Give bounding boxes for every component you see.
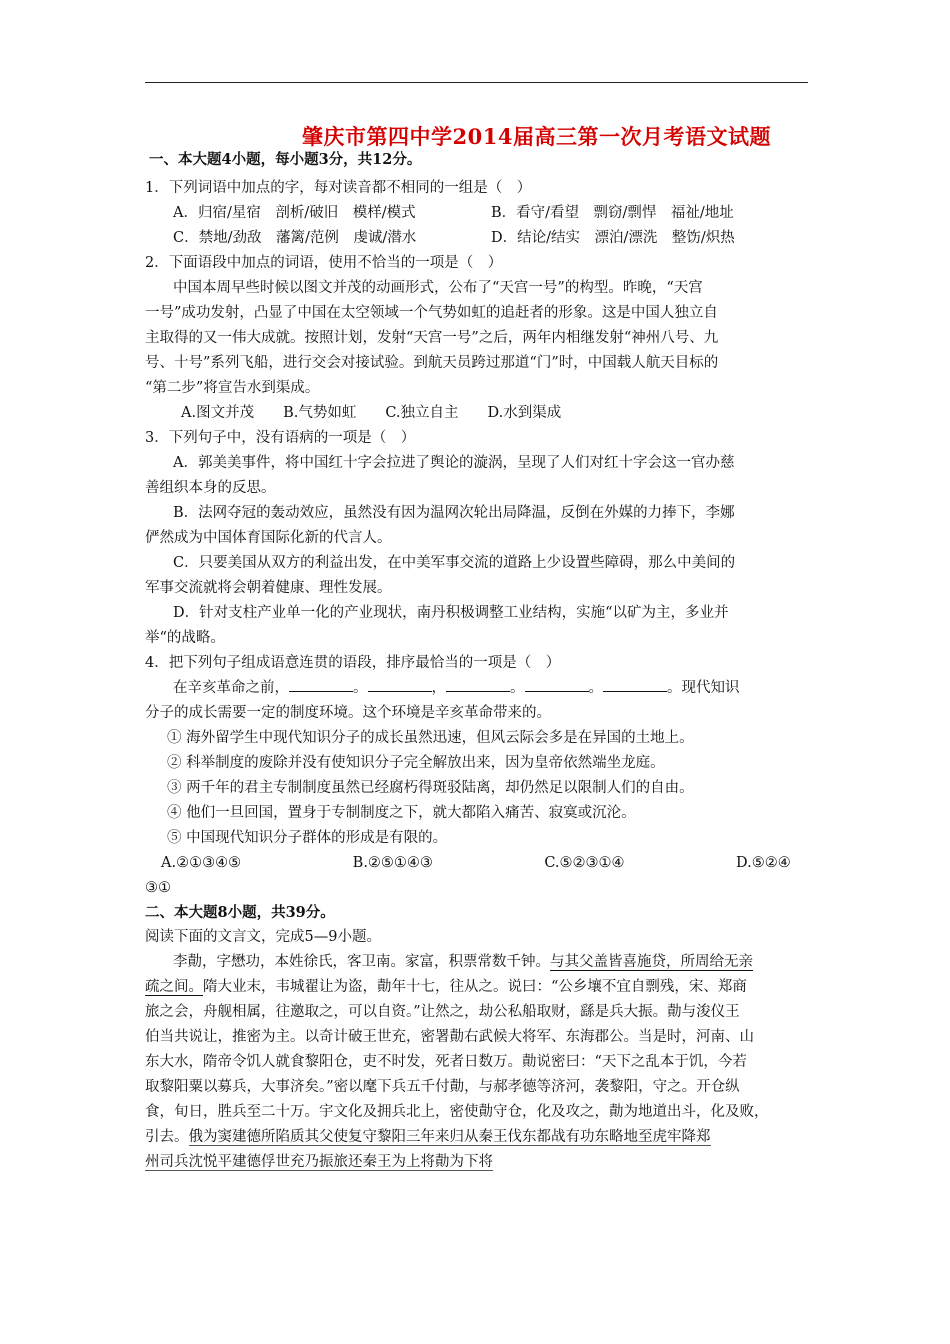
q4-option-d: D.⑤②④: [736, 855, 791, 871]
underlined-sentence: 与其父盖皆喜施贷，所周给无亲: [550, 954, 753, 970]
q3-option-d-line1: D．针对支柱产业单一化的产业现状，南丹积极调整工业结构，实施“以矿为主，多业并: [173, 605, 729, 621]
q4-sentence-1: ① 海外留学生中现代知识分子的成长虽然迅速，但风云际会多是在异国的土地上。: [167, 730, 694, 746]
q2-passage-line: “第二步”将宣告水到渠成。: [145, 380, 320, 396]
classical-text-line: 东大水，隋帝令饥人就食黎阳仓，吏不时发，死者日数万。勣说密曰：“天下之乱本于饥，今若: [145, 1054, 747, 1070]
q1-option-b: B．看守/看望 剽窃/剽悍 福祉/地址: [491, 205, 734, 221]
q2-options: A.图文并茂 B.气势如虹 C.独立自主 D.水到渠成: [181, 405, 562, 421]
classical-text-span: 隋大业末，韦城翟让为盗，勣年十七，往从之。说曰：“公乡壤不宜自剽残，宋、郑商: [203, 979, 747, 995]
unpunctuated-passage: 州司兵沈悦平建德俘世充乃振旅还秦王为上将勣为下将: [145, 1154, 493, 1170]
unpunctuated-passage: 俄为窦建德所陷质其父使复守黎阳三年来归从秦王伐东都战有功东略地至虎牢降郑: [188, 1129, 711, 1145]
q1-stem: 1．下列词语中加点的字，每对读音都不相同的一组是（ ）: [145, 180, 532, 196]
q4-lead-text: 在辛亥革命之前，: [173, 680, 289, 696]
q4-sentence-5: ⑤ 中国现代知识分子群体的形成是有限的。: [167, 830, 448, 846]
q4-sentence-3: ③ 两千年的君主专制制度虽然已经腐朽得斑驳陆离，却仍然足以限制人们的自由。: [167, 780, 694, 796]
exam-page: [145, 124, 808, 1175]
q4-tail-text: 现代知识: [681, 680, 740, 696]
q3-option-b-line1: B．法网夺冠的轰动效应，虽然没有因为温网次轮出局降温，反倒在外媒的力捧下，李娜: [173, 505, 735, 521]
q3-option-c-line1: C．只要美国从双方的利益出发，在中美军事交流的道路上少设置些障碍，那么中美间的: [173, 555, 736, 571]
q2-passage-line: 主取得的又一伟大成就。按照计划，发射“天宫一号”之后，两年内相继发射“神州八号、九: [145, 330, 719, 346]
q2-passage-line: 中国本周早些时候以图文并茂的动画形式，公布了“天宫一号”的构型。昨晚，“天宫: [173, 280, 703, 296]
q3-stem: 3．下列句子中，没有语病的一项是（ ）: [145, 430, 416, 446]
q3-option-a-line1: A．郭美美事件，将中国红十字会拉进了舆论的漩涡，呈现了人们对红十字会这一官办慈: [173, 455, 735, 471]
q1-options-cd: [145, 226, 808, 251]
q4-options: [145, 851, 808, 876]
q4-option-b: B.②⑤①④③: [352, 855, 433, 871]
answer-blank[interactable]: [368, 677, 432, 692]
classical-text-line: 伯当共说让，推密为主。以奇计破王世充，密署勣右武候大将军、东海郡公。当是时，河南、山: [145, 1029, 754, 1045]
classical-text-span: 引去。: [145, 1129, 189, 1145]
q1-option-a: A．归宿/星宿 剖析/破旧 模样/模式: [173, 205, 416, 221]
answer-blank[interactable]: [603, 677, 667, 692]
underlined-sentence: 疏之间。: [145, 979, 203, 995]
q3-option-d-line2: 举“的战略。: [145, 630, 225, 646]
q4-option-c: C.⑤②③①④: [544, 855, 625, 871]
classical-text-line: [145, 1125, 808, 1150]
q2-stem: 2．下面语段中加点的词语，使用不恰当的一项是（ ）: [145, 255, 503, 271]
header-rule: [145, 82, 808, 83]
classical-text-span: 李勣，字懋功，本姓徐氏，客卫南。家富，积票常数千钟。: [173, 954, 550, 970]
classical-text-line: 旅之会，舟舰相属，往邀取之，可以自资。”让然之，劫公私船取财，繇是兵大振。勣与浚仪王: [145, 1004, 740, 1020]
q4-stem: 4．把下列句子组成语意连贯的语段，排序最恰当的一项是（ ）: [145, 655, 561, 671]
q4-option-a: A.②①③④⑤: [161, 855, 242, 871]
answer-blank[interactable]: [525, 677, 589, 692]
q3-option-c-line2: 军事交流就将会朝着健康、理性发展。: [145, 580, 392, 596]
reading-intro: 阅读下面的文言文，完成5—9小题。: [145, 929, 381, 945]
q1-option-c: C．禁地/劲敌 藩篱/范例 虔诚/潜水: [173, 230, 417, 246]
q1-options-ab: [145, 201, 808, 226]
classical-text-line: [145, 950, 808, 975]
q4-continuation: 分子的成长需要一定的制度环境。这个环境是辛亥革命带来的。: [145, 705, 551, 721]
q1-option-d: D．结论/结实 漂泊/漂洗 整饬/炽热: [491, 230, 735, 246]
answer-blank[interactable]: [289, 677, 353, 692]
q2-passage-line: 一号”成功发射，凸显了中国在太空领域一个气势如虹的追赶者的形象。这是中国人独立自: [145, 305, 718, 321]
classical-text-line: [145, 975, 808, 1000]
classical-text-line: 食，旬日，胜兵至二十万。宇文化及拥兵北上，密使勣守仓，化及攻之，勣为地道出斗，化及败，: [145, 1104, 769, 1120]
answer-blank[interactable]: [446, 677, 510, 692]
q3-option-a-line2: 善组织本身的反思。: [145, 480, 276, 496]
classical-text-line: 取黎阳粟以募兵，大事济矣。”密以麾下兵五千付勣，与郝孝德等济河，袭黎阳，守之。开仓纵: [145, 1079, 740, 1095]
q2-passage-line: 号、十号”系列飞船，进行交会对接试验。到航天员跨过那道“门”时，中国载人航天目标的: [145, 355, 719, 371]
section-2-heading: 二、本大题8小题，共39分。: [145, 904, 335, 921]
q4-fill-line: 在辛亥革命之前， 。 ， 。 。 。现代知识: [145, 676, 808, 701]
exam-title: 肇庆市第四中学2014届高三第一次月考语文试题: [302, 124, 771, 149]
q3-option-b-line2: 俨然成为中国体育国际化新的代言人。: [145, 530, 392, 546]
classical-text-line: [145, 1150, 808, 1175]
section-1-heading: 一、本大题4小题，每小题3分，共12分。: [149, 151, 422, 168]
q4-option-d-continuation: ③①: [145, 880, 171, 896]
q4-sentence-2: ② 科举制度的废除并没有使知识分子完全解放出来，因为皇帝依然端坐龙庭。: [167, 755, 665, 771]
q4-sentence-4: ④ 他们一旦回国，置身于专制制度之下，就大都陷入痛苦、寂寞或沉沦。: [167, 805, 636, 821]
